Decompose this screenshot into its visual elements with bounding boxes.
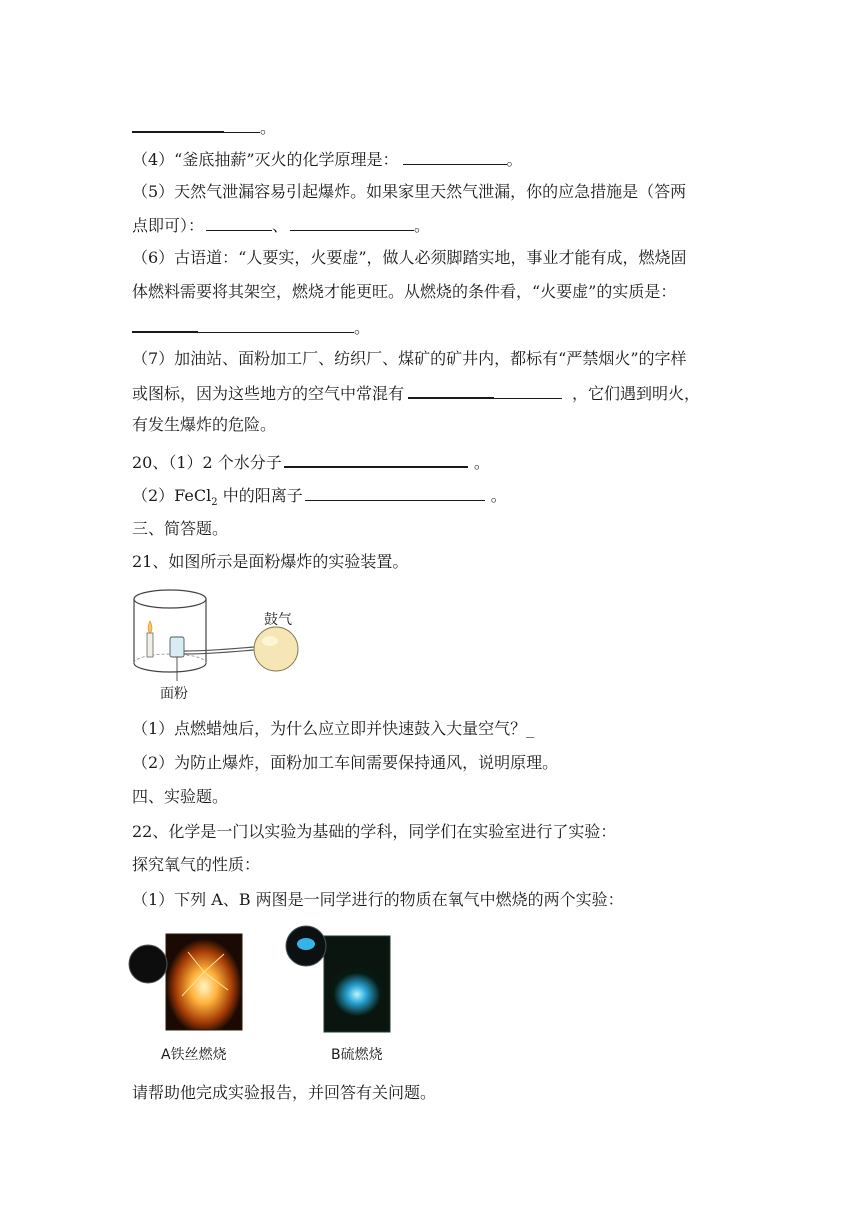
answer-blank[interactable] [290, 215, 414, 231]
q19-6b: 体燃料需要将其架空，燃烧才能更旺。从燃烧的条件看，“火要虚”的实质是： [132, 282, 677, 301]
fig-label-flour: 面粉 [160, 686, 188, 702]
answer-blank[interactable] [132, 116, 224, 133]
q20-1: 20、（1）2 个水分子 。 [132, 453, 490, 472]
answer-blank[interactable] [305, 485, 485, 501]
caption-a: A铁丝燃烧 [161, 1047, 227, 1063]
q19-5a: （5）天然气泄漏容易引起爆炸。如果家里天然气泄漏，你的应急措施是（答两 [132, 182, 687, 201]
flour-apparatus-illustration [130, 587, 320, 705]
q21-2: （2）为防止爆炸，面粉加工车间需要保持通风，说明原理。 [132, 753, 559, 772]
q19-6c: 。 [132, 316, 370, 338]
section-3-heading: 三、简答题。 [132, 519, 229, 538]
q19-7a: （7）加油站、面粉加工厂、纺织厂、煤矿的矿井内，都标有“严禁烟火”的字样 [132, 349, 687, 368]
q22-stem: 22、化学是一门以实验为基础的学科，同学们在实验室进行了实验： [132, 822, 617, 841]
answer-blank[interactable] [494, 383, 562, 399]
fig-label-air: 鼓气 [264, 612, 292, 628]
q19-7c: 有发生爆炸的危险。 [132, 415, 277, 434]
photo-sulfur-burning [282, 922, 392, 1034]
q19-6a: （6）古语道：“人要实，火要虚”，做人必须脚踏实地，事业才能有成，燃烧固 [132, 248, 687, 267]
photo-iron-wire-burning [128, 932, 244, 1032]
q19-7b: 或图标，因为这些地方的空气中常混有 ，它们遇到明火， [132, 384, 701, 403]
answer-blank[interactable] [132, 316, 198, 333]
caption-b: B硫燃烧 [331, 1047, 383, 1063]
q22-footer: 请帮助他完成实验报告，并回答有关问题。 [132, 1083, 437, 1102]
q21-1: （1）点燃蜡烛后，为什么应立即并快速鼓入大量空气？_ [132, 719, 535, 738]
q21-stem: 21、如图所示是面粉爆炸的实验装置。 [132, 552, 409, 571]
flour-explosion-figure [130, 587, 320, 705]
q19-4: （4）“釜底抽薪”灭火的化学原理是： 。 [132, 150, 523, 169]
section-4-heading: 四、实验题。 [132, 787, 229, 806]
q19-5b: 点即可）： 、 。 [132, 216, 431, 235]
answer-blank[interactable] [403, 149, 507, 165]
q22-1: （1）下列 A、B 两图是一同学进行的物质在氧气中燃烧的两个实验： [132, 890, 624, 909]
answer-blank[interactable] [198, 317, 354, 333]
answer-blank[interactable] [408, 382, 494, 399]
answer-blank[interactable] [284, 451, 468, 468]
q22-sub: 探究氧气的性质： [132, 855, 261, 874]
q20-2: （2）FeCl$_2$ 中的阳离子 。 [132, 486, 507, 509]
answer-blank[interactable] [224, 117, 260, 133]
q19-line1: 。 [132, 116, 276, 138]
answer-blank[interactable] [206, 215, 272, 231]
